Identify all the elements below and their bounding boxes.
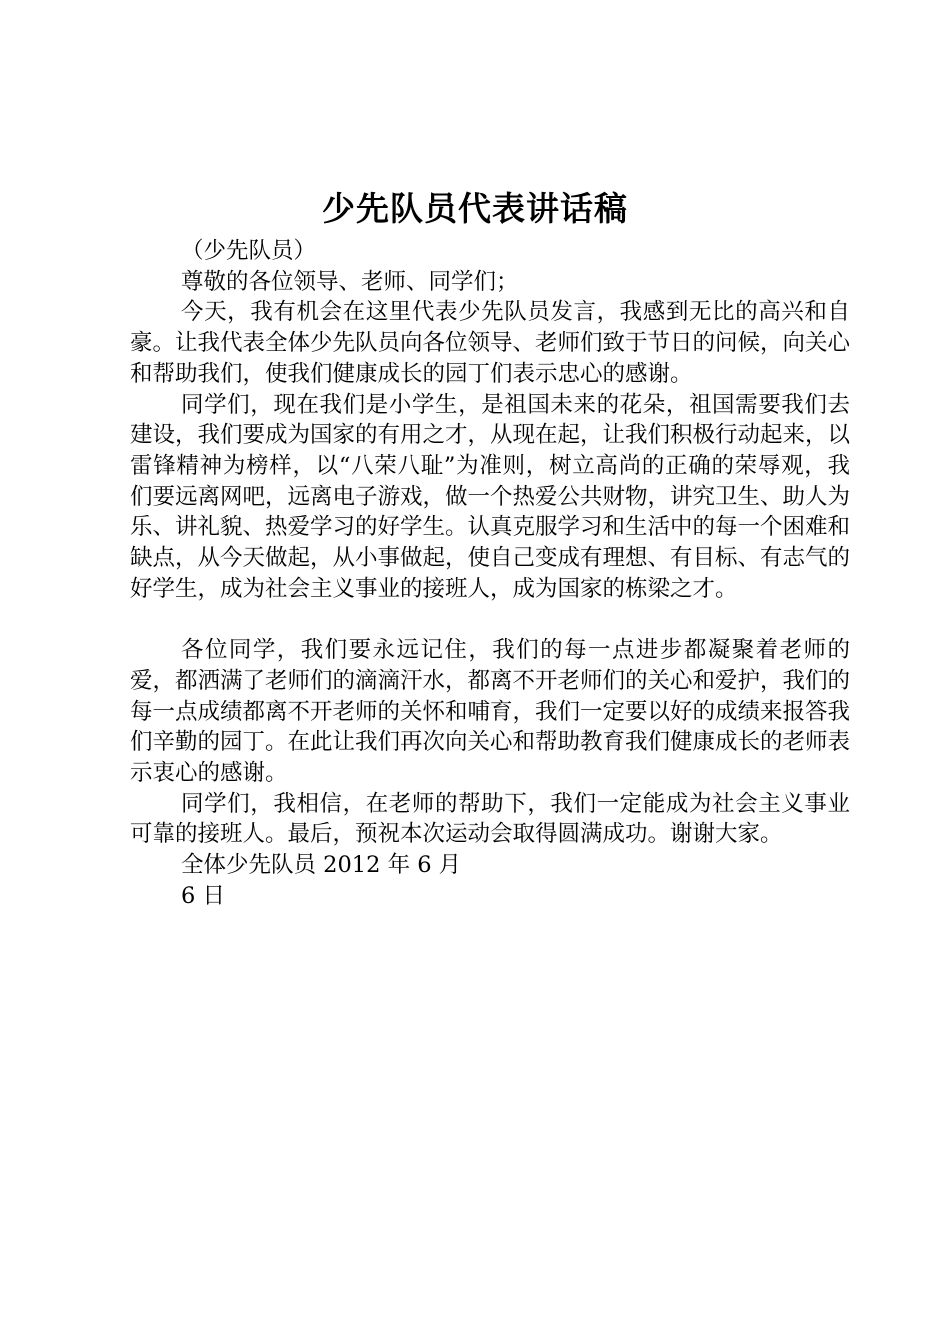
signature: 全体少先队员 2012 年 6 月 (181, 852, 462, 879)
paragraph-2: 同学们，现在我们是小学生，是祖国未来的花朵，祖国需要我们去建设，我们要成为国家的有用之才，从现在起，让我们积极行动起来，以雷锋精神为榜样，以“八荣八耻”为准则，树立高尚的正确的荣辱观，我们要远离网吧，远离电子游戏，做一个热爱公共财物，讲究卫生、助人为乐、讲礼貌、热爱学习的好学生。认真克服学习和生活中的每一个困难和缺点，从今天做起，从小事做起，使自己变成有理想、有目标、有志气的好学生，成为社会主义事业的接班人，成为国家的栋梁之才。 (130, 391, 851, 602)
document-body (130, 236, 850, 911)
byline: （少先队员） (181, 238, 317, 264)
paragraph-1: 今天，我有机会在这里代表少先队员发言，我感到无比的高兴和自豪。让我代表全体少先队员向各位领导、老师们致于节日的问候，向关心和帮助我们，使我们健康成长的园丁们表示忠心的感谢。 (130, 299, 851, 387)
salutation: 尊敬的各位领导、老师、同学们； (181, 268, 519, 295)
paragraph-4: 同学们，我相信，在老师的帮助下，我们一定能成为社会主义事业可靠的接班人。最后，预祝本次运动会取得圆满成功。谢谢大家。 (130, 790, 850, 848)
signature-date: 6 日 (181, 882, 225, 909)
paragraph-3: 各位同学，我们要永远记住，我们的每一点进步都凝聚着老师的爱，都洒满了老师们的滴滴汗水，都离不开老师们的关心和爱护，我们的每一点成绩都离不开老师的关怀和哺育，我们一定要以好的成绩来报答我们辛勤的园丁。在此让我们再次向关心和帮助教育我们健康成长的老师表示衷心的感谢。 (130, 637, 851, 786)
blank-line (130, 604, 850, 635)
document-title: 少先队员代表讲话稿 (322, 189, 628, 228)
